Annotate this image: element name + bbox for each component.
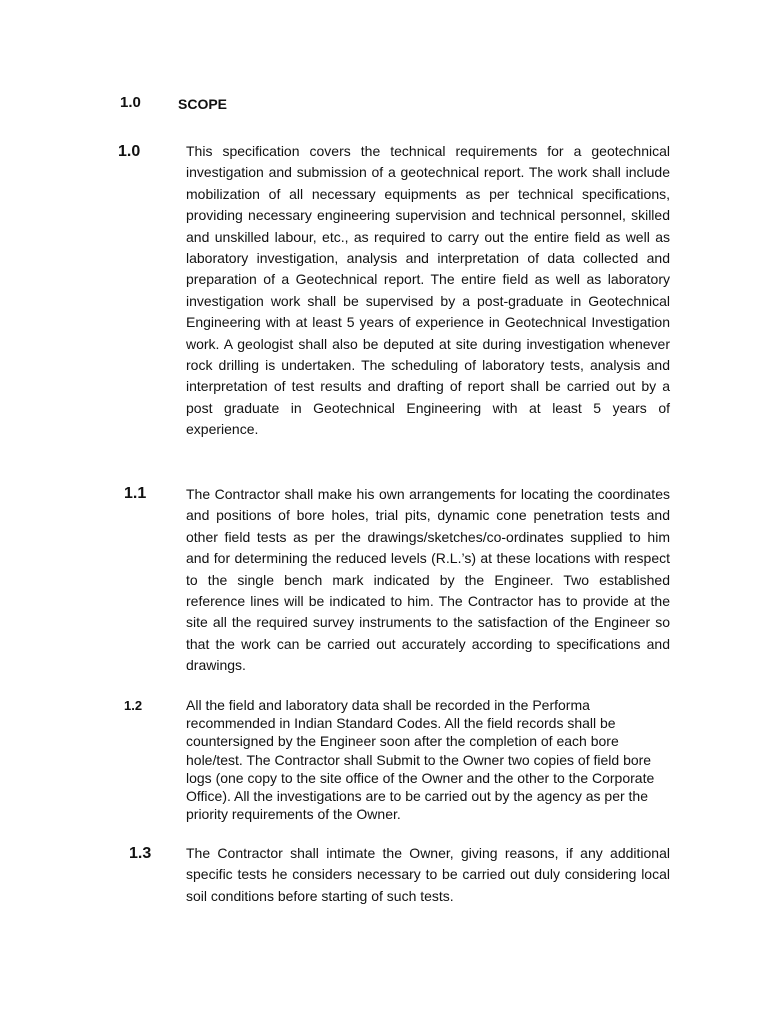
heading-title: SCOPE	[178, 96, 228, 112]
clause-number: 1.2	[124, 698, 143, 713]
clause-text: All the field and laboratory data shall be recorded in the Performa recommended in Indian Standard Codes. All the field records shall be countersigned by the Engineer soon after the completion of each bore hole/test. The Contractor shall Submit to the Owner two copies of field bore logs (one copy to the site office of the Owner and the other to the Corporate Office). All the investigations are to be carried out by the agency as per the priority requirements of the Owner.	[186, 697, 655, 823]
clause-number: 1.1	[124, 485, 147, 502]
clause-text: The Contractor shall intimate the Owner, giving reasons, if any additional specific tests he considers necessary to be carried out duly considering local soil conditions before starting of such tests.	[186, 845, 670, 904]
heading-number: 1.0	[120, 94, 141, 111]
clause-text: The Contractor shall make his own arrangements for locating the coordinates and positions of bore holes, trial pits, dynamic cone penetration tests and other field tests as per the drawings/sketches/co-ordinates supplied to him and for determining the reduced levels (R.L.’s) at these locations with respect to the single bench mark indicated by the Engineer. Two established reference lines will be indicated to him. The Contractor has to provide at the site all the required survey instruments to the satisfaction of the Engineer so that the work can be carried out accurately according to specifications and drawings.	[186, 486, 670, 674]
clause-number: 1.0	[118, 143, 141, 160]
clause-text: This specification covers the technical requirements for a geotechnical investigation and submission of a geotechnical report. The work shall include mobilization of all necessary equipments as per technical specifications, providing necessary engineering supervision and technical personnel, skilled and unskilled labour, etc., as required to carry out the entire field as well as laboratory investigation, analysis and interpretation of data collected and preparation of a Geotechnical report. The entire field as well as laboratory investigation work shall be supervised by a post-graduate in Geotechnical Engineering with at least 5 years of experience in Geotechnical Investigation work. A geologist shall also be deputed at site during investigation whenever rock drilling is undertaken. The scheduling of laboratory tests, analysis and interpretation of test results and drafting of report shall be carried out by a post graduate in Geotechnical Engineering with at least 5 years of experience.	[186, 143, 670, 438]
clause-number: 1.3	[129, 845, 152, 862]
